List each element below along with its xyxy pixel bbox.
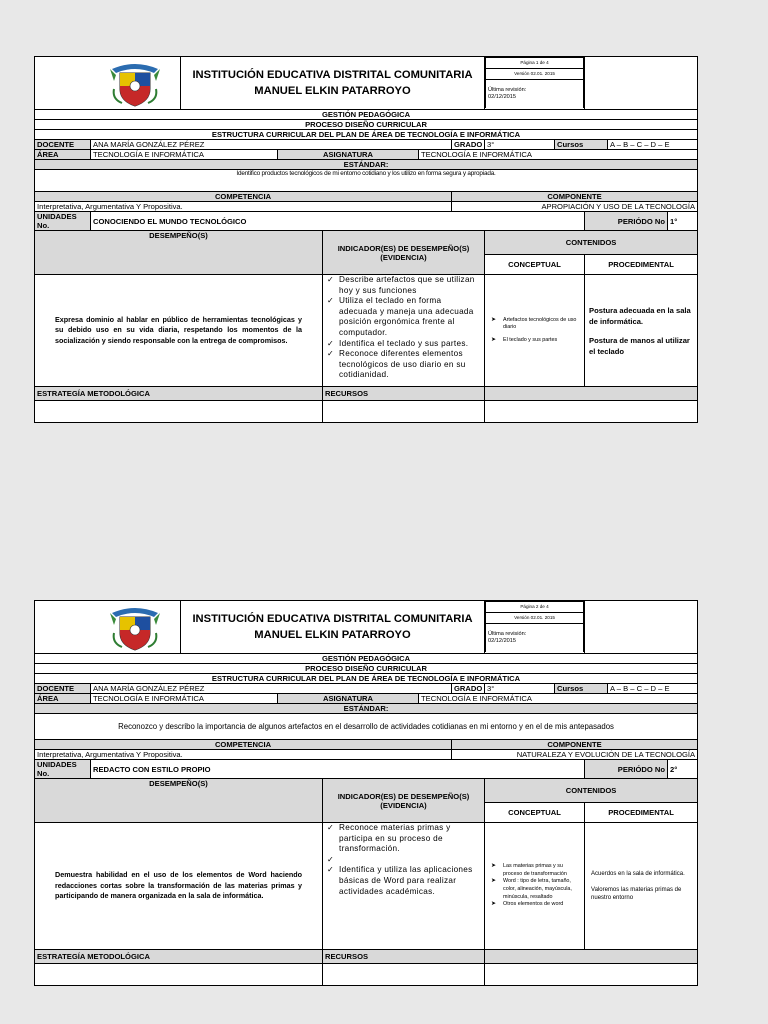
componente-value: APROPIACIÓN Y USO DE LA TECNOLOGÍA (452, 202, 698, 212)
procedimental-item: Acuerdos en la sala de informática. (591, 871, 685, 877)
version-info: Versión 02.01. 2015 (486, 613, 584, 624)
desempenos-label: DESEMPEÑO(S) (35, 779, 323, 823)
periodo-label: PERIÓDO No (585, 212, 668, 231)
conceptual-label: CONCEPTUAL (485, 255, 585, 275)
indicador-item: ✓ Identifica y utiliza las aplicaciones básicas de Word para realizar actividades académicas. (339, 865, 482, 897)
indicador-item: ✓ Identifica el teclado y sus partes. (339, 339, 482, 350)
area-label: ÁREA (35, 150, 91, 160)
conceptual-item: ➤ Word : tipo de letra, tamaño, color, alineación, mayúscula, minúscula, resaltado (503, 878, 580, 901)
revision-date: 02/12/2015 (488, 638, 517, 644)
revision-date: 02/12/2015 (488, 94, 517, 100)
conceptual-item: ➤ Otros elementos de word (503, 901, 580, 909)
cursos-label: Cursos (555, 140, 608, 150)
grado-label: GRADO (452, 684, 485, 694)
estandar-text: Reconozco y describo la importancia de algunos artefactos en el desarrollo de actividades cotidianas en mi entorno y en el de mis antepasados (35, 714, 698, 740)
recursos-value (323, 964, 485, 986)
conceptual-list (489, 863, 580, 909)
competencia-value: Interpretativa, Argumentativa Y Propositiva. (35, 750, 452, 760)
contenidos-label: CONTENIDOS (485, 779, 698, 803)
docente-value: ANA MARÍA GONZÁLEZ PÉREZ (91, 684, 452, 694)
recursos-label: RECURSOS (323, 387, 485, 401)
school-shield-icon (108, 59, 162, 107)
desempeno-text: Expresa dominio al hablar en público de herramientas tecnológicas y su debido uso en su vida diaria, respetando los momentos de la socialización y siendo responsable con la entrega de compromisos. (35, 275, 323, 387)
cursos-value: A – B – C – D – E (608, 140, 698, 150)
grado-label: GRADO (452, 140, 485, 150)
document-meta (485, 57, 584, 108)
curriculum-page-2 (34, 600, 697, 986)
estructura-heading: ESTRUCTURA CURRICULAR DEL PLAN DE ÁREA DE TECNOLOGÍA E INFORMÁTICA (35, 674, 698, 684)
competencia-label: COMPETENCIA (35, 192, 452, 202)
asignatura-value: TECNOLOGÍA E INFORMÁTICA (419, 150, 698, 160)
docente-label: DOCENTE (35, 684, 91, 694)
unidades-label: UNIDADES No. (35, 212, 91, 231)
competencia-value: Interpretativa, Argumentativa Y Propositiva. (35, 202, 452, 212)
unidad-name: CONOCIENDO EL MUNDO TECNOLÓGICO (91, 212, 585, 231)
school-shield-icon (108, 603, 162, 651)
school-logo (91, 57, 181, 110)
desempenos-label: DESEMPEÑO(S) (35, 231, 323, 275)
area-value: TECNOLOGÍA E INFORMÁTICA (91, 694, 278, 704)
desempeno-text: Demuestra habilidad en el uso de los elementos de Word haciendo redacciones cortas sobre la transformación de las materias primas y participando de manera organizada en la sala de informática. (35, 823, 323, 950)
indicadores-list (325, 275, 482, 381)
componente-label: COMPONENTE (452, 740, 698, 750)
estructura-heading: ESTRUCTURA CURRICULAR DEL PLAN DE ÁREA DE TECNOLOGÍA E INFORMÁTICA (35, 130, 698, 140)
revision-label: Última revisión: (488, 631, 527, 637)
indicador-item: ✓ Reconoce diferentes elementos tecnológicos de uso diario en su cotidianidad. (339, 349, 482, 381)
estrategia-label: ESTRATEGÍA METODOLÓGICA (35, 387, 323, 401)
asignatura-value: TECNOLOGÍA E INFORMÁTICA (419, 694, 698, 704)
unidades-label: UNIDADES No. (35, 760, 91, 779)
periodo-value: 2° (668, 760, 698, 779)
area-label: ÁREA (35, 694, 91, 704)
institution-name-line1: INSTITUCIÓN EDUCATIVA DISTRITAL COMUNITARIA (192, 613, 473, 625)
estandar-label: ESTÁNDAR: (35, 704, 698, 714)
conceptual-item: ➤ Las materias primas y su proceso de transformación (503, 863, 580, 878)
grado-value: 3° (485, 140, 555, 150)
asignatura-label: ASIGNATURA (278, 694, 419, 704)
recursos-label: RECURSOS (323, 950, 485, 964)
institution-name-line2: MANUEL ELKIN PATARROYO (254, 629, 411, 641)
componente-value: NATURALEZA Y EVOLUCIÓN DE LA TECNOLOGÍA (452, 750, 698, 760)
curriculum-table (34, 600, 698, 986)
docente-value: ANA MARÍA GONZÁLEZ PÉREZ (91, 140, 452, 150)
version-info: Versión 02.01. 2015 (486, 69, 584, 80)
conceptual-item: ➤ Artefactos tecnológicos de uso diario (503, 317, 580, 331)
periodo-value: 1° (668, 212, 698, 231)
indicador-item: ✓ Reconoce materias primas y participa en su proceso de transformación. (339, 823, 482, 855)
unidad-name: REDACTO CON ESTILO PROPIO (91, 760, 585, 779)
recursos-value (323, 401, 485, 423)
conceptual-label: CONCEPTUAL (485, 803, 585, 823)
procedimental-item: Postura adecuada en la sala de informática. (589, 305, 691, 326)
institution-name-line1: INSTITUCIÓN EDUCATIVA DISTRITAL COMUNITARIA (192, 69, 473, 81)
indicador-item (339, 855, 482, 866)
estrategia-label: ESTRATEGÍA METODOLÓGICA (35, 950, 323, 964)
indicadores-label: INDICADOR(ES) DE DESEMPEÑO(S) (EVIDENCIA) (323, 231, 485, 275)
curriculum-table (34, 56, 698, 423)
conceptual-item: ➤ El teclado y sus partes (503, 337, 580, 344)
asignatura-label: ASIGNATURA (278, 150, 419, 160)
estrategia-value (35, 401, 323, 423)
docente-label: DOCENTE (35, 140, 91, 150)
procedimental-item: Valoremos las materias primas de nuestro entorno (591, 887, 682, 901)
conceptual-list (489, 317, 580, 344)
indicadores-label: INDICADOR(ES) DE DESEMPEÑO(S) (EVIDENCIA) (323, 779, 485, 823)
institution-name-line2: MANUEL ELKIN PATARROYO (254, 85, 411, 97)
componente-label: COMPONENTE (452, 192, 698, 202)
curriculum-page-1 (34, 56, 697, 423)
procedimental-label: PROCEDIMENTAL (585, 255, 698, 275)
estandar-label: ESTÁNDAR: (35, 160, 698, 170)
cursos-label: Cursos (555, 684, 608, 694)
estandar-text: Identifico productos tecnológicos de mi entorno cotidiano y los utilizo en forma segura y apropiada. (35, 170, 698, 192)
cursos-value: A – B – C – D – E (608, 684, 698, 694)
gestion-heading: GESTIÓN PEDAGÓGICA (35, 654, 698, 664)
gestion-heading: GESTIÓN PEDAGÓGICA (35, 110, 698, 120)
procedimental-label: PROCEDIMENTAL (585, 803, 698, 823)
indicador-item: ✓ Utiliza el teclado en forma adecuada y maneja una adecuada posición ergonómica frente al computador. (339, 296, 482, 338)
procedimental-item: Postura de manos al utilizar el teclado (589, 335, 690, 356)
school-logo (91, 601, 181, 654)
grado-value: 3° (485, 684, 555, 694)
indicador-item: ✓ Describe artefactos que se utilizan hoy y sus funciones (339, 275, 482, 296)
page-info: Página 2 de 4 (486, 602, 584, 613)
revision-label: Última revisión: (488, 87, 527, 93)
periodo-label: PERIÓDO No (585, 760, 668, 779)
competencia-label: COMPETENCIA (35, 740, 452, 750)
contenidos-label: CONTENIDOS (485, 231, 698, 255)
document-meta (485, 601, 584, 652)
proceso-heading: PROCESO DISEÑO CURRICULAR (35, 664, 698, 674)
page-info: Página 1 de 4 (486, 58, 584, 69)
indicadores-list (325, 823, 482, 897)
area-value: TECNOLOGÍA E INFORMÁTICA (91, 150, 278, 160)
estrategia-value (35, 964, 323, 986)
proceso-heading: PROCESO DISEÑO CURRICULAR (35, 120, 698, 130)
